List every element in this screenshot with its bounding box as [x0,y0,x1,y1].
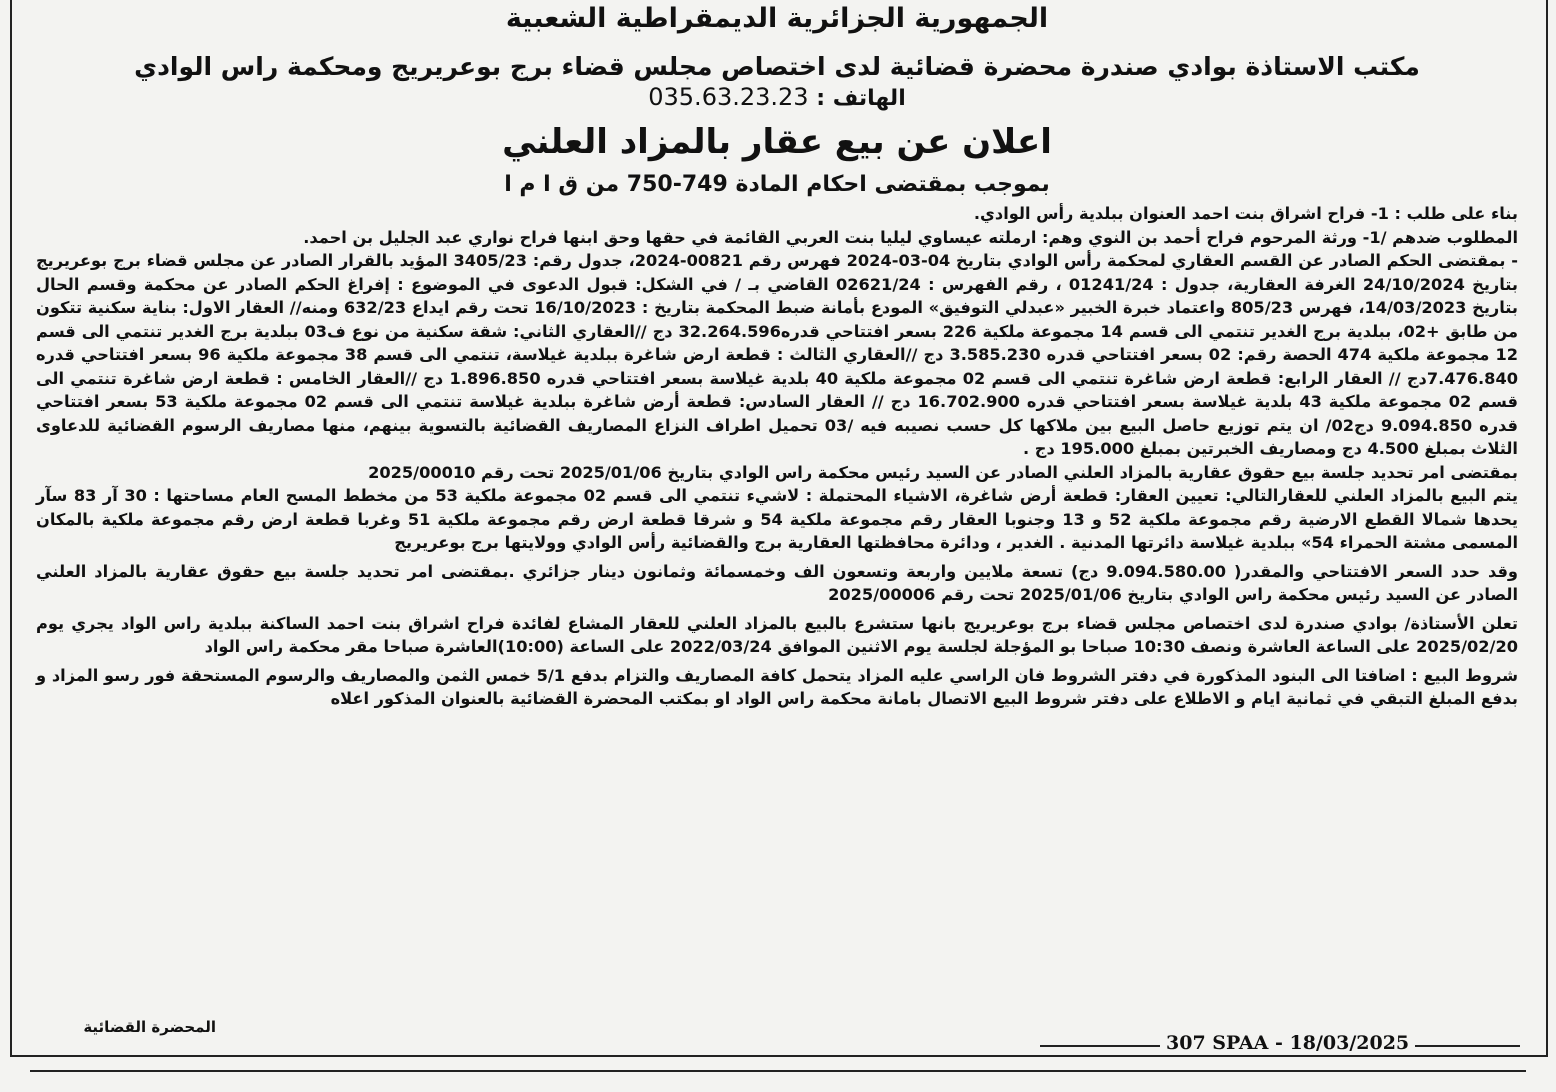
paragraph-session-order: بمقتضى امر تحديد جلسة بيع حقوق عقارية بالمزاد العلني الصادر عن السيد رئيس محكمة راس الوادي بتاريخ 2025/01/06 تحت رقم 2025/00010 [368,462,1518,482]
paragraph-judgment: - بمقتضى الحكم الصادر عن القسم العقاري لمحكمة رأس الوادي بتاريخ 04-03-2024 فهرس رقم 00821-2024، جدول رقم: 3405/23 المؤيد بالقرار الصادر عن مجلس قضاء برج بوعريريج بتاريخ 24/10/2024 الغرفة العقارية، جدول : 01241/24 ، رقم الفهرس : 02621/24 القاضي بـ / في الشكل: قبول الدعوى في الموضوع : إفراغ الحكم الصادر عن محكمة وقسم الحال بتاريخ 14/03/2023، فهرس 805/23 واعتماد خبرة الخبير «عبدلي التوفيق» المودع بأمانة ضبط المحكمة بتاريخ : 16/10/2023 تحت رقم ايداع 632/23 ومنه// العقار الاول: بناية سكنية تتكون من طابق +02، ببلدية برج الغدير تنتمي الى قسم 14 مجموعة ملكية 226 بسعر افتتاحي قدره32.264.596 دج //العقاري الثاني: شقة سكنية من نوع ف03 ببلدية برج الغدير تنتمي الى قسم 12 مجموعة ملكية 474 الحصة رقم: 02 بسعر افتتاحي قدره 3.585.230 دج //العقاري الثالث : قطعة ارض شاغرة ببلدية غيلاسة، تنتمي الى قسم 38 مجموعة ملكية 96 بسعر افتتاحي قدره 7.476.840دج // العقار الرابع: قطعة ارض شاغرة تنتمي الى قسم 02 مجموعة ملكية 40 بلدية غيلاسة بسعر افتتاحي قدره 1.896.850 دج //العقار الخامس : قطعة ارض شاغرة تنتمي الى قسم 02 مجموعة ملكية 43 بلدية غيلاسة بسعر افتتاحي قدره 16.702.900 دج // العقار السادس: قطعة أرض شاغرة ببلدية غيلاسة تنتمي الى قسم 02 مجموعة ملكية 53 بسعر افتتاحي قدره 9.094.850 دج02/ ان يتم توزيع حاصل البيع بين ملاكها كل حسب نصيبه فيه /03 تحميل اطراف النزاع المصاريف القضائية بالتسوية بينهم، منها مصاريف الرسوم القضائية للدعاوى الثلاث بمبلغ 4.500 دج ومصاريف الخبرتين بمبلغ 195.000 دج . [36,251,1519,458]
signature: المحضرة القضائية [83,1018,216,1036]
office-heading: مكتب الاستاذة بوادي صندرة محضرة قضائية لدى اختصاص مجلس قضاء برج بوعريريج ومحكمة راس الوادي [134,52,1420,81]
phone-number: 035.63.23.23 [648,83,809,111]
publication-reference: 307 SPAA - 18/03/2025 [1160,1032,1415,1054]
paragraph-property: يتم البيع بالمزاد العلني للعقارالتالي: تعيين العقار: قطعة أرض شاغرة، الاشياء المحتملة : لاشيء تنتمي الى قسم 02 مجموعة ملكية 53 من مخطط المسح العام مساحتها : 30 آر 83 سآر يحدها شمالا القطع الارضية رقم مجموعة ملكية 52 و 13 وجنوبا العقار رقم مجموعة ملكية 54 و شرقا قطعة ارض رقم مجموعة ملكية 51 وغربا قطعة ارض رقم مجموعة ملكية بالمكان المسمى مشتة الحمراء 54» ببلدية غيلاسة دائرتها المدنية . الغدير ، ودائرة محافظتها العقارية برج والقضائية رأس الوادي وولايتها برج بوعريريج [36,486,1518,552]
phone-line [36,82,1518,114]
phone-label: الهاتف : [816,86,906,111]
paragraph-sale-date: تعلن الأستاذة/ بوادي صندرة لدى اختصاص مجلس قضاء برج بوعريريج بانها ستشرع بالبيع بالمزاد العلني للعقار المشاع لفائدة فراح اشراق بنت احمد الساكنة ببلدية راس الواد يجري يوم 2025/02/20 على الساعة العاشرة ونصف 10:30 صباحا بو المؤجلة لجلسة يوم الاثنين الموافق 2022/03/24 على الساعة (10:00)العاشرة صباحا مقر محكمة راس الواد [36,613,1518,656]
republic-heading: الجمهورية الجزائرية الديمقراطية الشعبية [505,3,1049,34]
paragraph-conditions: شروط البيع : اضافتا الى البنود المذكورة في دفتر الشروط فان الراسي عليه المزاد يتحمل كافة المصاريف والتزام بدفع 5/1 خمس الثمن والمصاريف والرسوم المستحقة فور رسو المزاد و بدفع المبلغ التبقي في ثمانية ايام و الاطلاع على دفتر شروط البيع الاتصال بامانة محكمة راس الواد او بمكتب المحضرة القضائية بالعنوان المذكور اعلاه [36,665,1518,708]
paragraph-defendants: المطلوب ضدهم /1- ورثة المرحوم فراح أحمد بن النوي وهم: ارملته عيساوي ليليا بنت العربي القائمة في حقها وحق ابنها فراح نواري عبد الجليل بن احمد. [303,227,1518,247]
paragraph-requester: بناء على طلب : 1- فراح اشراق بنت احمد العنوان ببلدية رأس الوادي. [973,204,1518,223]
legal-basis: بموجب بمقتضى احكام المادة 749-750 من ق ا م ا [504,172,1050,197]
announcement [36,0,1518,711]
announcement-body [36,202,1518,711]
announcement-title: اعلان عن بيع عقار بالمزاد العلني [502,122,1052,162]
next-notice-border [30,1070,1526,1092]
paragraph-price: وقد حدد السعر الافتتاحي والمقدر( 9.094.580.00 دج) تسعة ملايين واربعة وتسعون الف وخمسمائة وثمانون دينار جزائري .بمقتضى امر تحديد جلسة بيع حقوق عقارية بالمزاد العلني الصادر عن السيد رئيس محكمة راس الوادي بتاريخ 2025/01/06 تحت رقم 2025/00006 [36,561,1518,604]
